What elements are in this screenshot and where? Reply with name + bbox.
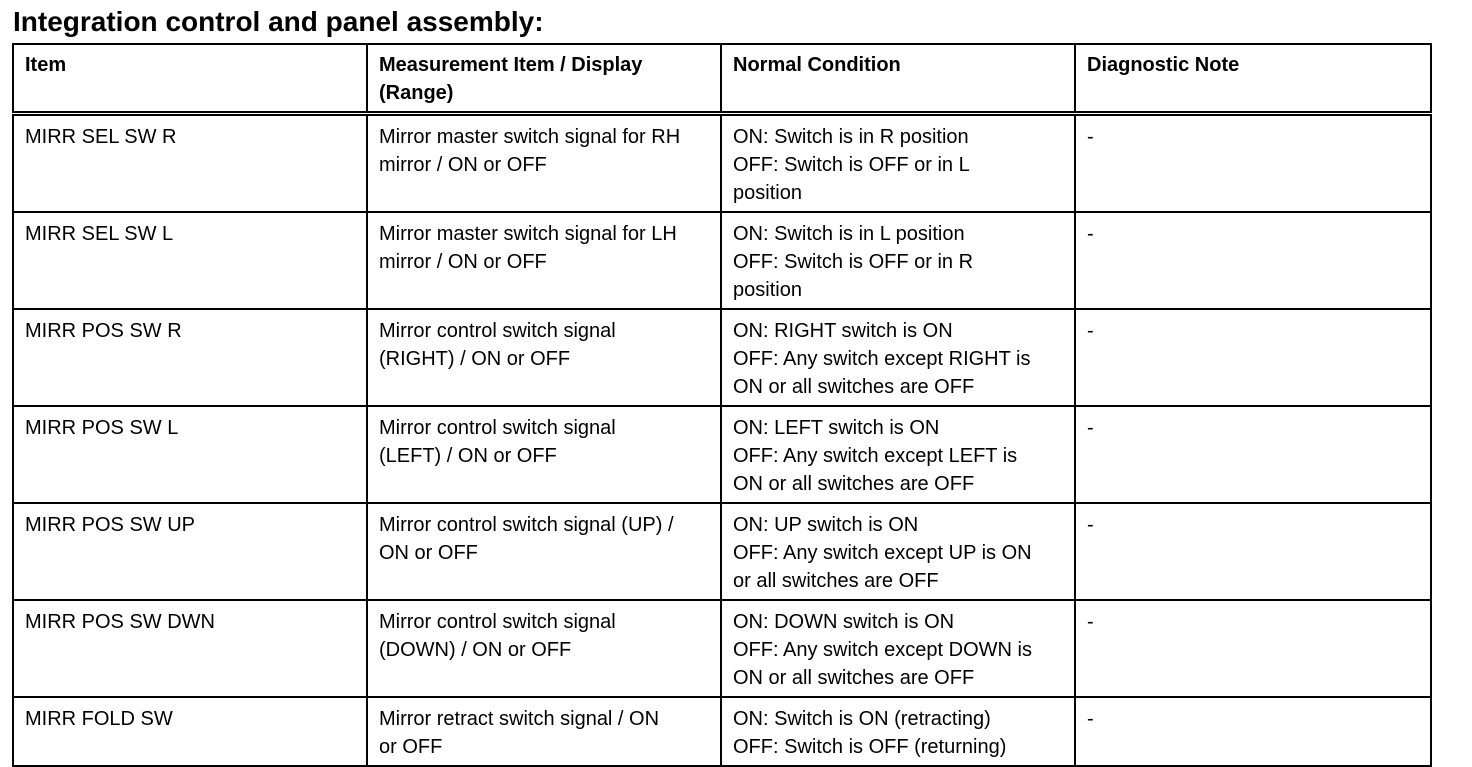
cell-line: (DOWN) / ON or OFF <box>379 639 572 661</box>
cell-line: OFF: Any switch except LEFT is <box>733 445 1018 467</box>
cell-item: MIRR SEL SW R <box>13 114 367 213</box>
cell-line: OFF: Switch is OFF or in R <box>733 251 974 273</box>
cell-line: ON or OFF <box>379 542 478 564</box>
cell-line: ON: Switch is ON (retracting) <box>733 708 991 730</box>
cell-item: MIRR SEL SW L <box>13 212 367 309</box>
cell-normal-condition <box>721 406 1075 503</box>
table-row <box>13 406 1431 503</box>
table-row <box>13 309 1431 406</box>
table-row <box>13 600 1431 697</box>
cell-line: Mirror retract switch signal / ON <box>379 708 660 730</box>
cell-diagnostic-note: - <box>1075 503 1431 600</box>
cell-diagnostic-note: - <box>1075 406 1431 503</box>
header-measurement-line: (Range) <box>379 82 454 104</box>
cell-line: mirror / ON or OFF <box>379 251 547 273</box>
cell-diagnostic-note: - <box>1075 600 1431 697</box>
table-header-row <box>13 44 1431 114</box>
cell-diagnostic-note: - <box>1075 212 1431 309</box>
cell-line: ON: DOWN switch is ON <box>733 611 955 633</box>
cell-diagnostic-note: - <box>1075 697 1431 766</box>
cell-measurement <box>367 114 721 213</box>
table-row <box>13 697 1431 766</box>
cell-measurement <box>367 406 721 503</box>
cell-line: OFF: Any switch except DOWN is <box>733 639 1032 661</box>
cell-normal-condition <box>721 309 1075 406</box>
cell-line: ON: Switch is in L position <box>733 223 965 245</box>
header-diagnostic-note: Diagnostic Note <box>1075 44 1431 114</box>
cell-line: (RIGHT) / ON or OFF <box>379 348 571 370</box>
cell-diagnostic-note: - <box>1075 114 1431 213</box>
cell-normal-condition <box>721 503 1075 600</box>
cell-line: ON: RIGHT switch is ON <box>733 320 953 342</box>
cell-line: OFF: Any switch except RIGHT is <box>733 348 1031 370</box>
cell-line: mirror / ON or OFF <box>379 154 547 176</box>
cell-measurement <box>367 697 721 766</box>
cell-item: MIRR FOLD SW <box>13 697 367 766</box>
cell-line: Mirror master switch signal for LH <box>379 223 677 245</box>
cell-line: or OFF <box>379 736 443 758</box>
header-normal-condition: Normal Condition <box>721 44 1075 114</box>
cell-line: ON or all switches are OFF <box>733 376 975 398</box>
header-item: Item <box>13 44 367 114</box>
cell-item: MIRR POS SW DWN <box>13 600 367 697</box>
cell-line: OFF: Switch is OFF (returning) <box>733 736 1007 758</box>
cell-measurement <box>367 212 721 309</box>
cell-item: MIRR POS SW R <box>13 309 367 406</box>
cell-line: ON: Switch is in R position <box>733 126 969 148</box>
cell-line: Mirror control switch signal <box>379 611 616 633</box>
cell-line: Mirror control switch signal <box>379 320 616 342</box>
header-measurement-line: Measurement Item / Display <box>379 54 643 76</box>
table-row <box>13 503 1431 600</box>
cell-line: ON or all switches are OFF <box>733 473 975 495</box>
cell-line: OFF: Switch is OFF or in L <box>733 154 970 176</box>
cell-item: MIRR POS SW UP <box>13 503 367 600</box>
cell-line: or all switches are OFF <box>733 570 939 592</box>
cell-line: Mirror control switch signal (UP) / <box>379 514 674 536</box>
cell-item: MIRR POS SW L <box>13 406 367 503</box>
cell-line: ON or all switches are OFF <box>733 667 975 689</box>
cell-measurement <box>367 600 721 697</box>
cell-line: position <box>733 182 802 204</box>
cell-normal-condition <box>721 114 1075 213</box>
cell-line: Mirror control switch signal <box>379 417 616 439</box>
page-title: Integration control and panel assembly: <box>13 6 544 37</box>
table-row <box>13 212 1431 309</box>
cell-normal-condition <box>721 697 1075 766</box>
cell-diagnostic-note: - <box>1075 309 1431 406</box>
cell-line: (LEFT) / ON or OFF <box>379 445 557 467</box>
cell-line: ON: LEFT switch is ON <box>733 417 940 439</box>
cell-measurement <box>367 309 721 406</box>
diagnostic-table <box>12 43 1432 767</box>
header-measurement <box>367 44 721 114</box>
cell-line: Mirror master switch signal for RH <box>379 126 681 148</box>
cell-line: position <box>733 279 802 301</box>
table-row <box>13 114 1431 213</box>
cell-measurement <box>367 503 721 600</box>
cell-line: ON: UP switch is ON <box>733 514 919 536</box>
cell-normal-condition <box>721 212 1075 309</box>
cell-line: OFF: Any switch except UP is ON <box>733 542 1032 564</box>
cell-normal-condition <box>721 600 1075 697</box>
